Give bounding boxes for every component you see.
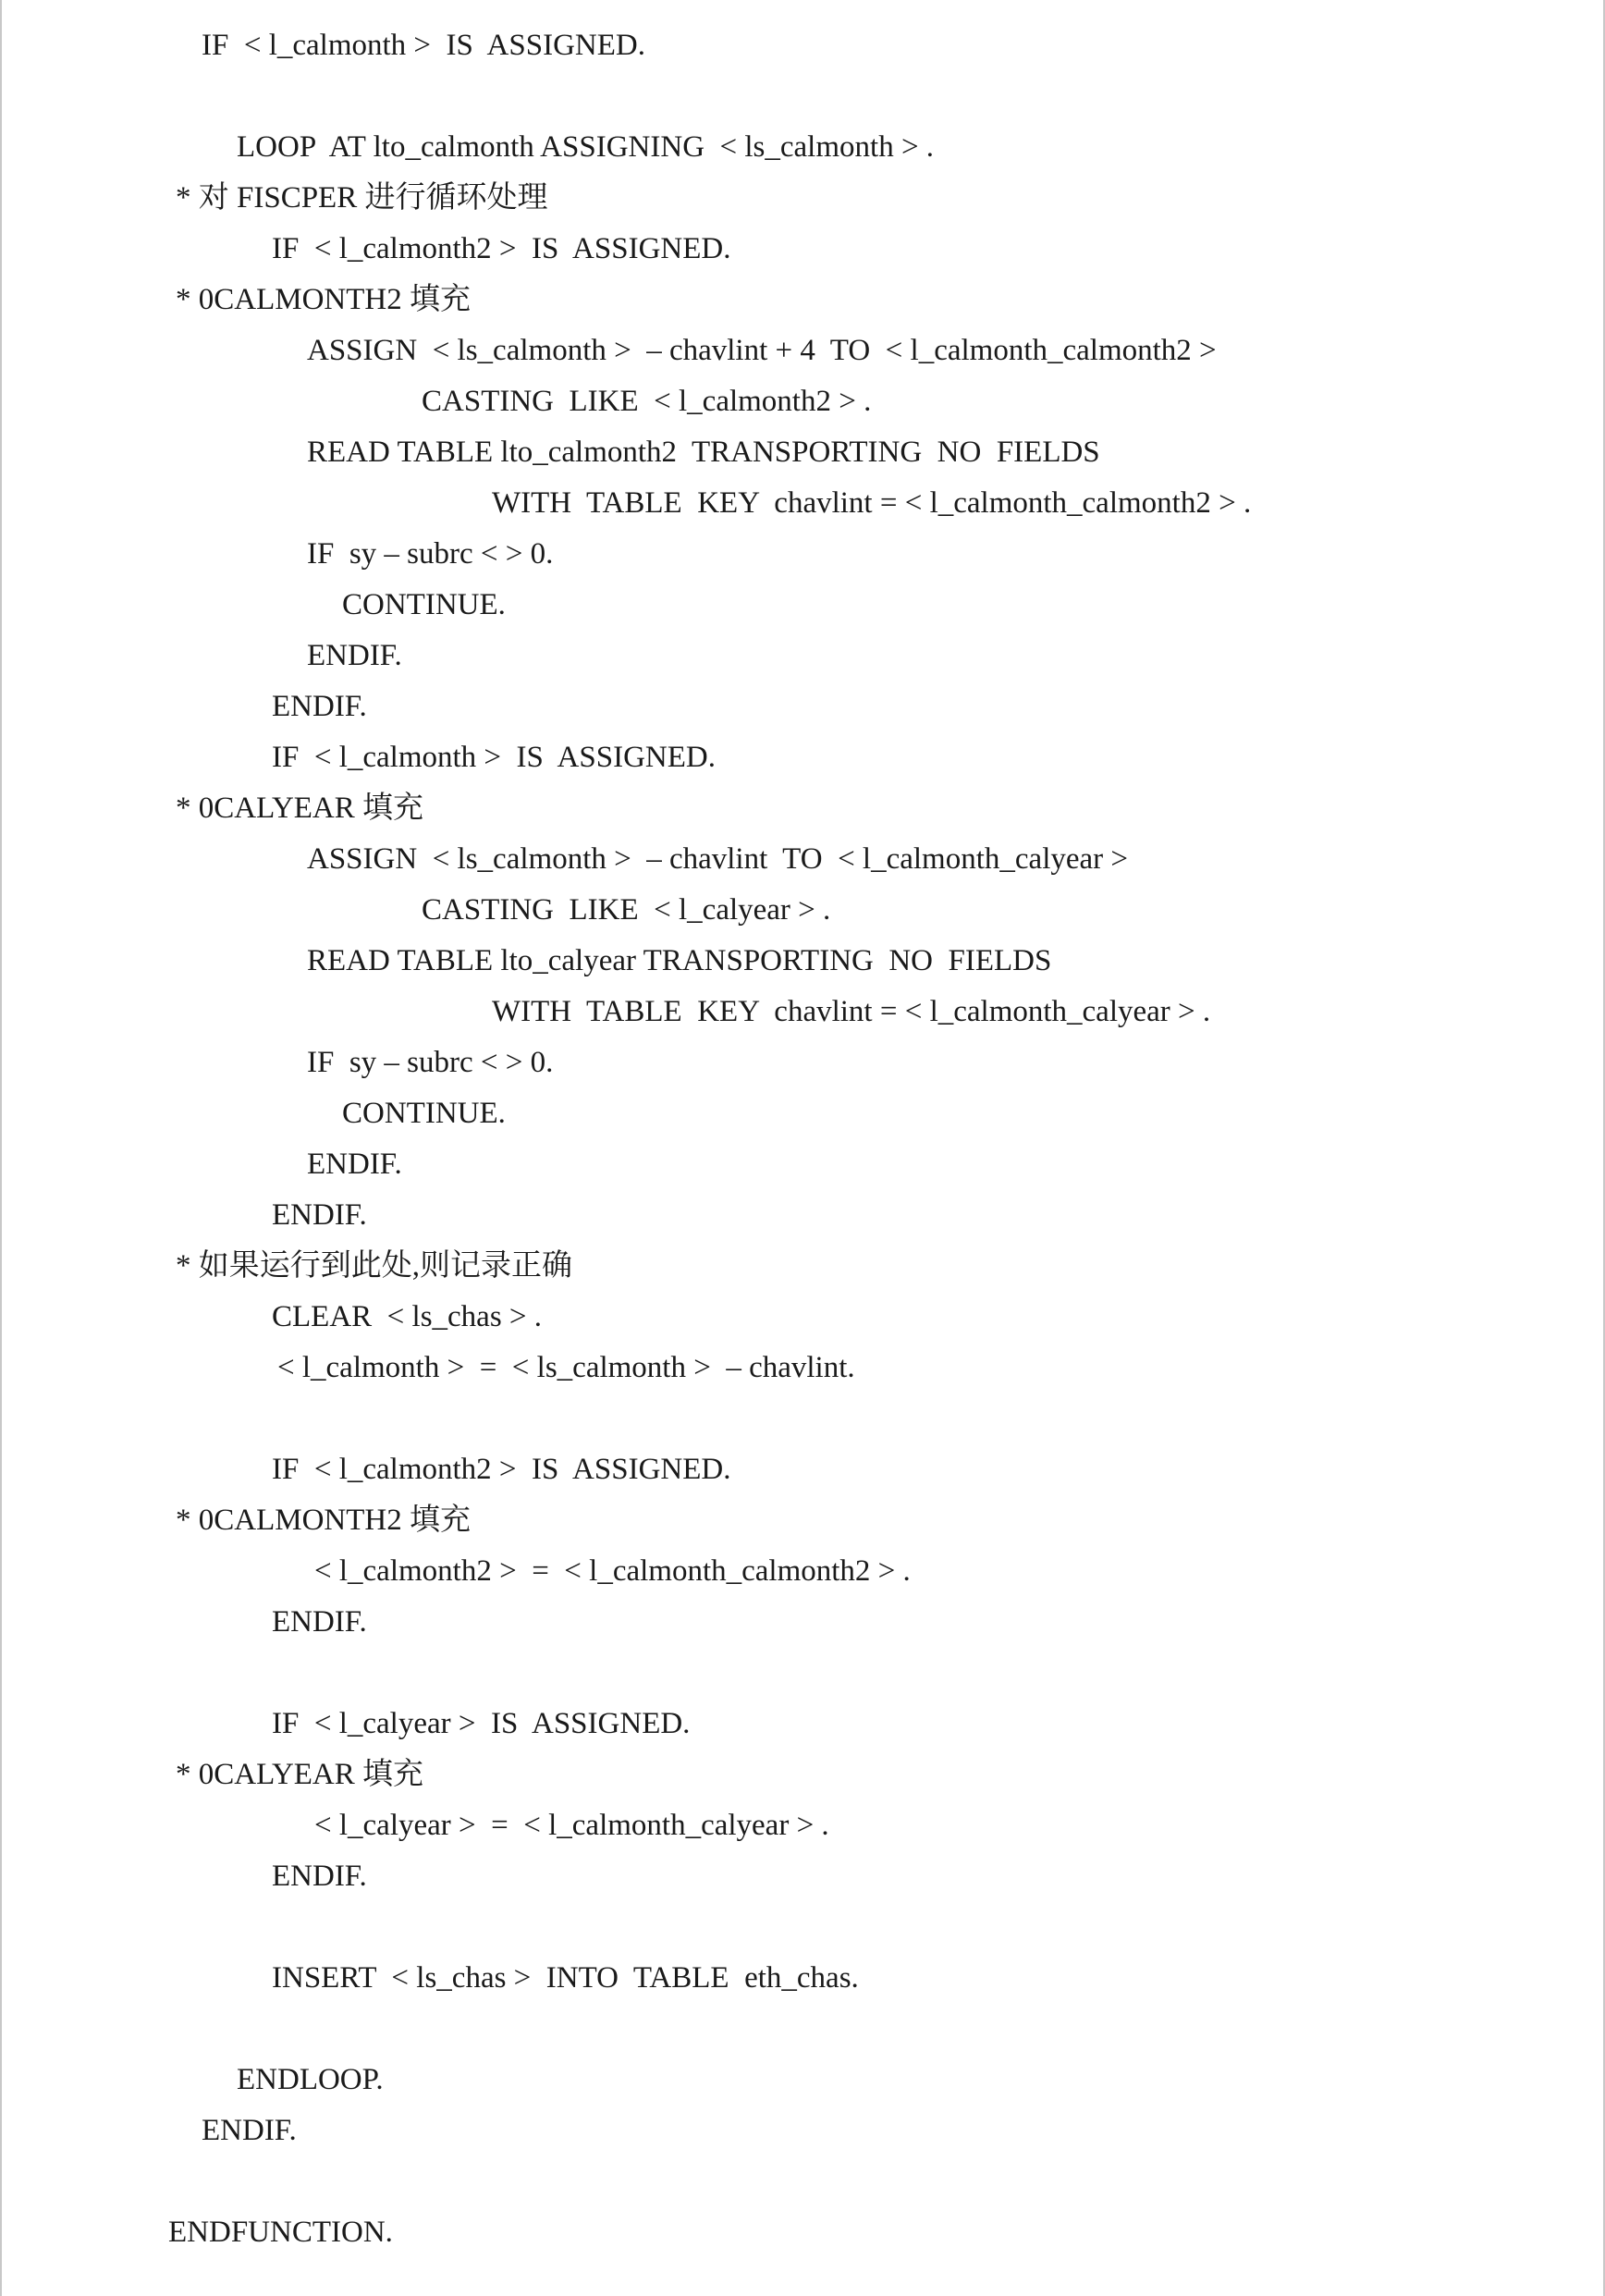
code-text: WITH TABLE KEY chavlint = < l_calmonth_calmonth2 > . xyxy=(492,486,1252,520)
comment-text: * 0CALMONTH2 填充 xyxy=(176,283,471,316)
code-line xyxy=(0,1088,1605,1139)
code-line xyxy=(0,1139,1605,1190)
code-text: ENDIF. xyxy=(202,2114,297,2147)
code-text: ASSIGN < ls_calmonth > – chavlint + 4 TO < l_calmonth_calmonth2 > xyxy=(307,334,1217,367)
code-line xyxy=(0,1546,1605,1597)
comment-text: * 如果运行到此处,则记录正确 xyxy=(176,1249,572,1283)
abap-code-listing xyxy=(0,20,1605,2258)
code-line xyxy=(0,427,1605,478)
code-text: IF sy – subrc < > 0. xyxy=(307,537,554,571)
code-text: CASTING LIKE < l_calyear > . xyxy=(422,893,831,927)
code-line xyxy=(0,529,1605,580)
code-text: READ TABLE lto_calyear TRANSPORTING NO FIELDS xyxy=(307,944,1052,977)
comment-text: * 对 FISCPER 进行循环处理 xyxy=(176,181,548,215)
code-line xyxy=(0,732,1605,783)
code-line xyxy=(0,936,1605,987)
code-line xyxy=(0,1190,1605,1241)
code-line xyxy=(0,2207,1605,2258)
code-text: IF < l_calmonth2 > IS ASSIGNED. xyxy=(272,1453,731,1486)
code-line xyxy=(0,1343,1605,1394)
code-line xyxy=(0,1699,1605,1750)
code-text: READ TABLE lto_calmonth2 TRANSPORTING NO FIELDS xyxy=(307,436,1100,469)
blank-line xyxy=(0,1902,1605,1953)
code-text: ENDIF. xyxy=(272,690,367,723)
code-text: < l_calmonth2 > = < l_calmonth_calmonth2 > . xyxy=(314,1554,911,1588)
code-line xyxy=(0,2106,1605,2156)
code-line xyxy=(0,987,1605,1037)
code-text: < l_calmonth > = < ls_calmonth > – chavlint. xyxy=(277,1351,855,1384)
code-line xyxy=(0,834,1605,885)
code-line xyxy=(0,20,1605,71)
code-text: WITH TABLE KEY chavlint = < l_calmonth_calyear > . xyxy=(492,995,1211,1028)
blank-line xyxy=(0,2004,1605,2055)
code-text: IF < l_calmonth > IS ASSIGNED. xyxy=(272,741,716,774)
comment-line xyxy=(0,173,1605,224)
code-text: LOOP AT lto_calmonth ASSIGNING < ls_calmonth > . xyxy=(237,130,935,164)
code-line xyxy=(0,1851,1605,1902)
code-text: ENDIF. xyxy=(307,639,402,672)
blank-line xyxy=(0,2156,1605,2207)
comment-line xyxy=(0,1495,1605,1546)
code-text: IF < l_calmonth2 > IS ASSIGNED. xyxy=(272,232,731,265)
code-text: IF sy – subrc < > 0. xyxy=(307,1046,554,1079)
comment-text: * 0CALYEAR 填充 xyxy=(176,1758,424,1791)
code-text: CONTINUE. xyxy=(342,1097,506,1130)
code-text: ENDFUNCTION. xyxy=(168,2216,393,2249)
code-line xyxy=(0,1444,1605,1495)
blank-line xyxy=(0,71,1605,122)
code-text: < l_calyear > = < l_calmonth_calyear > . xyxy=(314,1809,829,1842)
code-line xyxy=(0,478,1605,529)
code-text: CASTING LIKE < l_calmonth2 > . xyxy=(422,385,872,418)
comment-line xyxy=(0,783,1605,834)
code-line xyxy=(0,1037,1605,1088)
code-line xyxy=(0,681,1605,732)
comment-line xyxy=(0,1241,1605,1292)
code-line xyxy=(0,631,1605,681)
comment-text: * 0CALYEAR 填充 xyxy=(176,792,424,825)
code-text: ENDIF. xyxy=(272,1605,367,1639)
code-line xyxy=(0,122,1605,173)
code-line xyxy=(0,224,1605,275)
code-text: ENDIF. xyxy=(272,1198,367,1232)
code-text: INSERT < ls_chas > INTO TABLE eth_chas. xyxy=(272,1961,859,1995)
code-line xyxy=(0,376,1605,427)
code-line xyxy=(0,325,1605,376)
code-line xyxy=(0,1292,1605,1343)
code-line xyxy=(0,885,1605,936)
blank-line xyxy=(0,1394,1605,1444)
blank-line xyxy=(0,1648,1605,1699)
code-text: IF < l_calyear > IS ASSIGNED. xyxy=(272,1707,691,1740)
comment-line xyxy=(0,1750,1605,1800)
code-text: CLEAR < ls_chas > . xyxy=(272,1300,543,1333)
code-line xyxy=(0,1800,1605,1851)
code-line xyxy=(0,2055,1605,2106)
code-text: ENDLOOP. xyxy=(237,2063,384,2096)
code-line xyxy=(0,1597,1605,1648)
comment-line xyxy=(0,275,1605,325)
code-line xyxy=(0,580,1605,631)
code-text: CONTINUE. xyxy=(342,588,506,621)
code-text: IF < l_calmonth > IS ASSIGNED. xyxy=(202,29,645,62)
code-text: ENDIF. xyxy=(272,1860,367,1893)
code-text: ENDIF. xyxy=(307,1148,402,1181)
comment-text: * 0CALMONTH2 填充 xyxy=(176,1504,471,1537)
code-text: ASSIGN < ls_calmonth > – chavlint TO < l_calmonth_calyear > xyxy=(307,842,1129,876)
code-line xyxy=(0,1953,1605,2004)
